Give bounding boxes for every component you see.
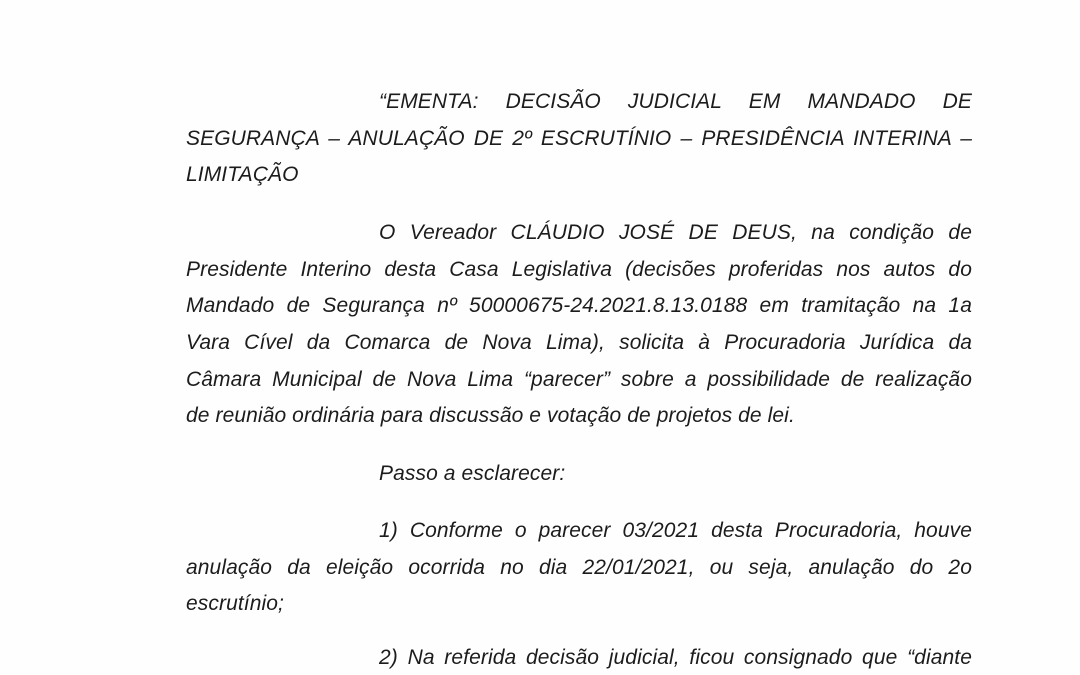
item-2-line-1 <box>186 640 972 675</box>
paragraph-1-line-2 <box>186 252 972 289</box>
ementa-line-1 <box>186 84 972 121</box>
item-1-line-1-text: 1) Conforme o parecer 03/2021 desta Procuradoria, houve <box>379 519 972 542</box>
item-1-line-2-text: anulação da eleição ocorrida no dia 22/01/2021, ou seja, anulação do 2o <box>186 555 972 579</box>
item-1 <box>186 513 972 623</box>
paragraph-1-line-2-text: Presidente Interino desta Casa Legislativa (decisões proferidas nos autos do <box>186 257 972 281</box>
paragraph-1-line-4-text: Vara Cível da Comarca de Nova Lima), solicita à Procuradoria Jurídica da <box>186 331 972 355</box>
passo-section <box>186 456 972 493</box>
ementa-section <box>186 84 972 194</box>
paragraph-1-line-4 <box>186 325 972 362</box>
item-1-line-1 <box>186 513 972 550</box>
paragraph-1-line-6: de reunião ordinária para discussão e votação de projetos de lei. <box>186 404 795 428</box>
ementa-line-2-text: SEGURANÇA – ANULAÇÃO DE 2º ESCRUTÍNIO – PRESIDÊNCIA INTERINA – <box>186 126 972 150</box>
paragraph-1-line-1 <box>186 215 972 252</box>
item-1-line-3: escrutínio; <box>186 592 284 616</box>
paragraph-1-line-5 <box>186 362 972 399</box>
paragraph-1-line-3-text: Mandado de Segurança nº 50000675-24.2021.8.13.0188 em tramitação na 1a <box>186 294 972 318</box>
item-1-line-2 <box>186 550 972 587</box>
ementa-line-3: LIMITAÇÃO <box>186 163 299 187</box>
item-2 <box>186 640 972 675</box>
paragraph-1-line-5-text: Câmara Municipal de Nova Lima “parecer” sobre a possibilidade de realização <box>186 367 972 391</box>
paragraph-1-line-1-text: O Vereador CLÁUDIO JOSÉ DE DEUS, na condição de <box>379 221 972 244</box>
item-2-line-1-text: 2) Na referida decisão judicial, ficou consignado que “diante <box>379 646 972 669</box>
ementa-line-1-text: “EMENTA: DECISÃO JUDICIAL EM MANDADO DE <box>379 90 972 113</box>
passo-text: Passo a esclarecer: <box>379 462 566 485</box>
paragraph-1-line-3 <box>186 288 972 325</box>
ementa-line-2 <box>186 121 972 158</box>
paragraph-1 <box>186 215 972 435</box>
